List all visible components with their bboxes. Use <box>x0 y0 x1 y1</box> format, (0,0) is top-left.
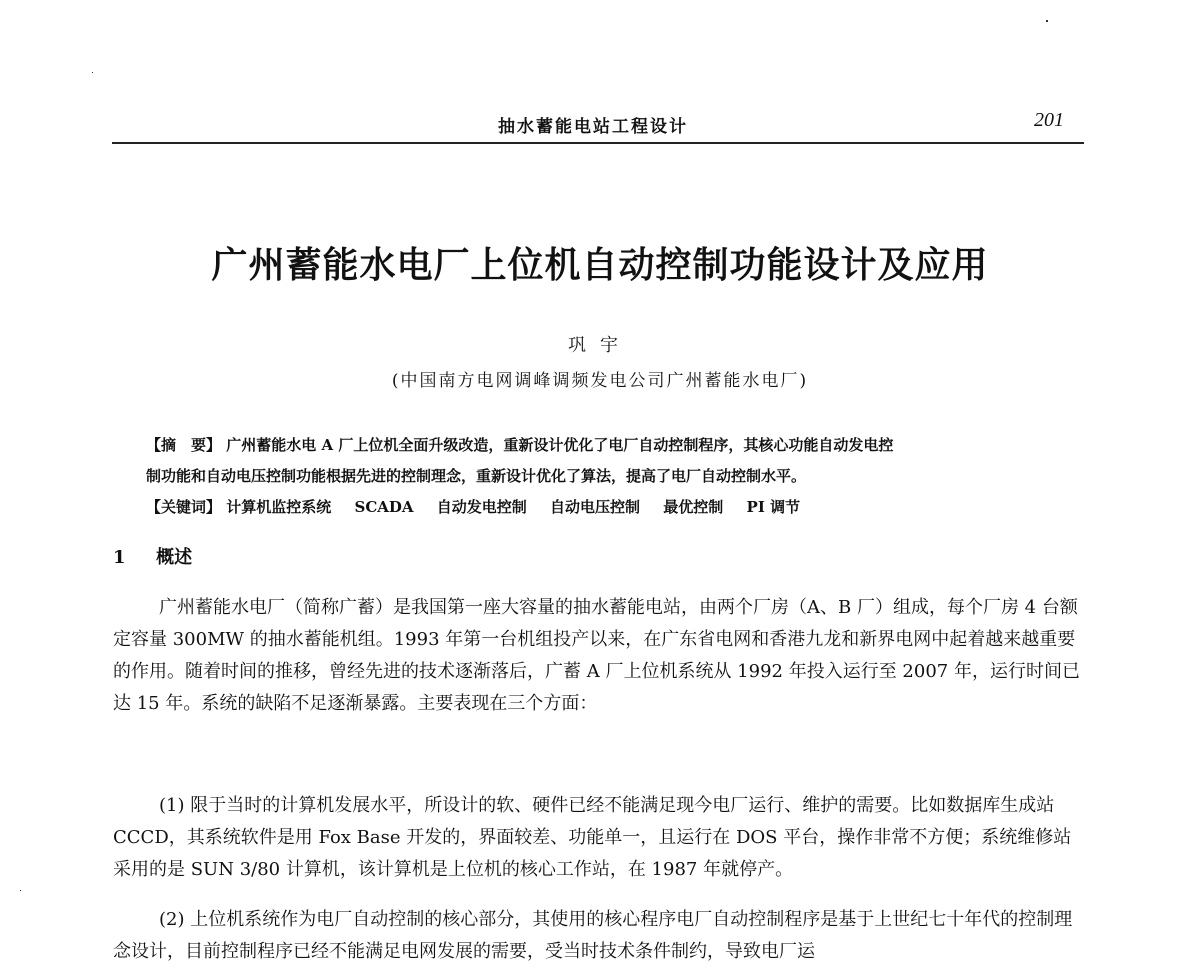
keywords <box>146 492 1076 522</box>
scan-speck <box>1046 20 1048 22</box>
section-heading <box>113 543 192 569</box>
paragraph-2 <box>113 790 1085 886</box>
running-title: 抽水蓄能电站工程设计 <box>498 117 688 137</box>
abstract-text-2: 制功能和自动电压控制功能根据先进的控制理念，重新设计优化了算法，提高了电厂自动控制水平。 <box>146 467 807 485</box>
author: 巩宇 <box>568 335 632 356</box>
paragraph-1 <box>113 592 1085 720</box>
article-title: 广州蓄能水电厂上位机自动控制功能设计及应用 <box>211 244 989 286</box>
paragraph-1-text: 广州蓄能水电厂（简称广蓄）是我国第一座大容量的抽水蓄能电站，由两个厂房（A、B 厂）组成，每个厂房 4 台额定容量 300MW 的抽水蓄能机组。1993 年第一台机组投产以来，在广东省电网和香港九龙和新界电网中起着越来越重要的作用。随着时间的推移，曾经先进的技术逐渐落后，广蓄 A 厂上位机系统从 1992 年投入运行至 2007 年，运行时间已达 15 年。系统的缺陷不足逐渐暴露。主要表现在三个方面： <box>113 597 1080 714</box>
abstract-label: 【摘 要】 <box>146 436 222 454</box>
affiliation: (中国南方电网调峰调频发电公司广州蓄能水电厂) <box>391 371 809 391</box>
keyword-item: SCADA <box>354 498 414 516</box>
keyword-item: PI 调节 <box>746 498 801 516</box>
paragraph-3-text: (2) 上位机系统作为电厂自动控制的核心部分，其使用的核心程序电厂自动控制程序是基于上世纪七十年代的控制理念设计，目前控制程序已经不能满足电网发展的需要，受当时技术条件制约，导致电厂运 <box>113 909 1073 962</box>
page-number: 201 <box>1034 109 1064 131</box>
section-title: 概述 <box>156 547 193 568</box>
keyword-item: 自动电压控制 <box>550 498 641 516</box>
keyword-item: 最优控制 <box>663 498 724 516</box>
paragraph-2-text: (1) 限于当时的计算机发展水平，所设计的软、硬件已经不能满足现今电厂运行、维护的需要。比如数据库生成站 CCCD，其系统软件是用 Fox Base 开发的，界面较差、功能单一，且运行在 DOS 平台，操作非常不方便；系统维修站采用的是 SUN 3/80 计算机，该计算机是上位机的核心工作站，在 1987 年就停产。 <box>113 795 1072 880</box>
paragraph-3 <box>113 904 1085 968</box>
keywords-label: 【关键词】 <box>146 498 222 516</box>
scan-speck <box>92 72 93 73</box>
section-number: 1 <box>113 547 126 568</box>
keyword-item: 自动发电控制 <box>436 498 527 516</box>
header-rule <box>112 142 1084 144</box>
scan-speck <box>20 890 21 891</box>
keyword-item: 计算机监控系统 <box>226 498 332 516</box>
abstract-line-1 <box>146 430 1076 460</box>
abstract-text-1: 广州蓄能水电 A 厂上位机全面升级改造，重新设计优化了电厂自动控制程序，其核心功能自动发电控 <box>226 436 894 454</box>
